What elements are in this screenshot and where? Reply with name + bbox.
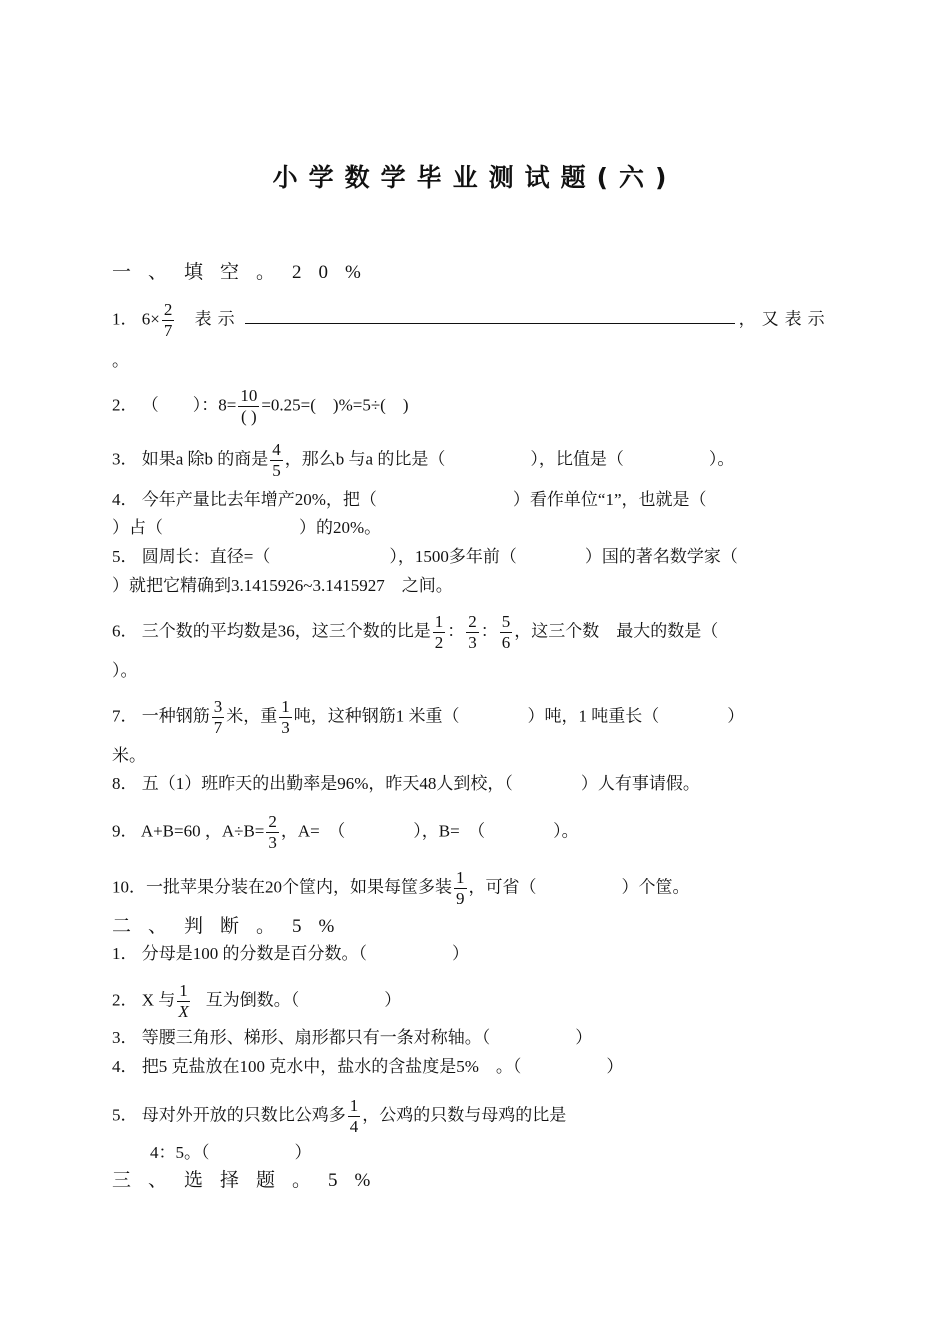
question-7-cont: 米。 <box>112 746 146 765</box>
answer-blank[interactable] <box>245 307 735 324</box>
question-9: 9． A+B=60 ，A÷B= $\frac{2}{3}$ ，A= （ ），B= （ ）。 <box>112 812 579 852</box>
section-choice-heading: 三、选择题。5% <box>112 1170 388 1191</box>
question-4: 4． 今年产量比去年增产20%，把（ ）看作单位“1”，也就是（ <box>112 490 707 509</box>
question-4-cont: ）占（ ）的20%。 <box>112 518 382 537</box>
fraction: $\frac{4}{5}$ <box>272 440 281 480</box>
page-title: 小学数学毕业测试题(六) <box>272 163 678 192</box>
fraction: $\frac{2}{3}$ <box>468 612 477 652</box>
judge-2: 2． X 与 $\frac{1}{X}$ 互为倒数。（ ） <box>112 981 402 1021</box>
question-3: 3． 如果a 除b 的商是 $\frac{4}{5}$ ，那么b 与a 的比是（ ），比值是（ ）。 <box>112 440 735 480</box>
fraction: $\frac{5}{6}$ <box>501 612 511 652</box>
fraction: $\frac{1}{X}$ <box>178 981 189 1021</box>
question-1-end: 。 <box>112 351 129 370</box>
question-6: 6． 三个数的平均数是36，这三个数的比是 $\frac{1}{2}$ ： $\frac{2}{3}$ ： $\frac{5}{6}$ ，这三个数 最大的数是（ <box>112 612 719 652</box>
judge-3: 3． 等腰三角形、梯形、扇形都只有一条对称轴。（ ） <box>112 1028 593 1047</box>
fraction: $\frac{2}{3}$ <box>268 812 277 852</box>
fraction: $\frac{10}{( )}$ <box>240 386 258 426</box>
section-fill-in-heading: 一、填空。20% <box>112 262 378 283</box>
question-2: 2． （ ）：8= $\frac{10}{( )}$ =0.25=( )%=5÷( ) <box>112 386 409 426</box>
fraction: $\frac{1}{9}$ <box>456 868 465 908</box>
question-1: 1． 6× $\frac{2}{7}$ 表示 ，又表示 <box>112 300 831 340</box>
judge-5-cont: 4：5。（ ） <box>150 1143 312 1162</box>
question-5-cont: ）就把它精确到3.1415926~3.1415927 之间。 <box>112 576 453 595</box>
fraction: $\frac{3}{7}$ <box>213 697 223 737</box>
fraction: $\frac{1}{4}$ <box>349 1096 359 1136</box>
question-5: 5． 圆周长：直径=（ ），1500多年前（ ）国的著名数学家（ <box>112 547 738 566</box>
judge-5: 5． 母对外开放的只数比公鸡多 $\frac{1}{4}$ ，公鸡的只数与母鸡的比是 <box>112 1096 567 1136</box>
question-6-cont: ）。 <box>112 661 138 680</box>
question-8: 8． 五（1）班昨天的出勤率是96%，昨天48人到校，（ ）人有事请假。 <box>112 774 700 793</box>
fraction: $\frac{1}{2}$ <box>434 612 444 652</box>
section-true-false-heading: 二、判断。5% <box>112 916 352 937</box>
judge-4: 4． 把5 克盐放在100 克水中，盐水的含盐度是5% 。（ ） <box>112 1057 624 1076</box>
question-7: 7． 一种钢筋 $\frac{3}{7}$ 米，重 $\frac{1}{3}$ 吨，这种钢筋1 米重（ ）吨，1 吨重长（ ） <box>112 697 745 737</box>
question-10: 10．一批苹果分装在20个筐内，如果每筐多装 $\frac{1}{9}$ ，可省（ ）个筐。 <box>112 868 690 908</box>
fraction: $\frac{2}{7}$ <box>163 300 173 340</box>
fraction: $\frac{1}{3}$ <box>281 697 290 737</box>
judge-1: 1． 分母是100 的分数是百分数。（ ） <box>112 944 469 963</box>
